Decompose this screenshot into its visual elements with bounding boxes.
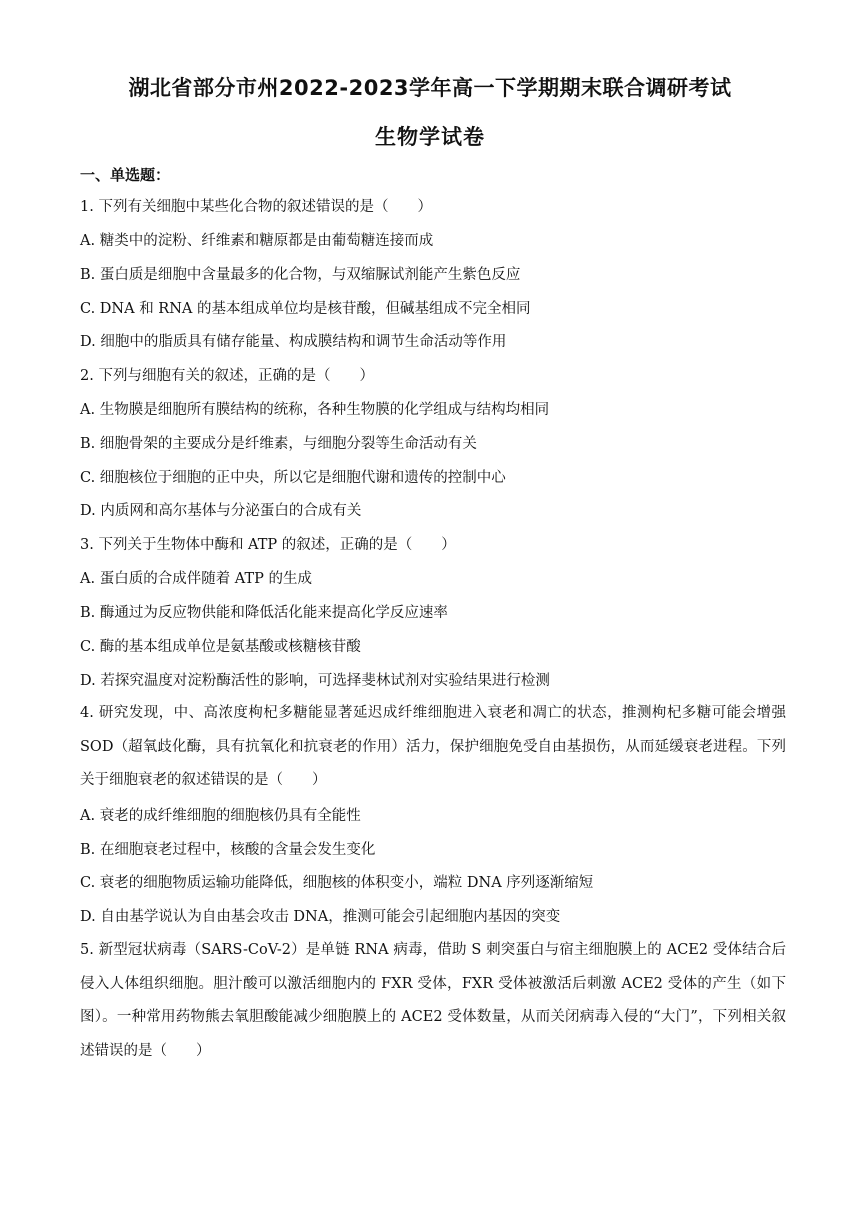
exam-title: 湖北省部分市州2022-2023学年高一下学期期末联合调研考试 bbox=[128, 76, 732, 100]
question-3-option-b: B. 酶通过为反应物供能和降低活化能来提高化学反应速率 bbox=[80, 605, 448, 621]
question-4-stem: 4. 研究发现，中、高浓度枸杞多糖能显著延迟成纤维细胞进入衰老和凋亡的状态，推测枸杞多糖可能会增强 SOD（超氧歧化酶，具有抗氧化和抗衰老的作用）活力，保护细胞免受自由基损伤，从而延缓衰老进程。下列关于细胞衰老的叙述错误的是（ ） bbox=[80, 705, 786, 789]
question-3-option-a: A. 蛋白质的合成伴随着 ATP 的生成 bbox=[80, 571, 313, 587]
question-5-stem: 5. 新型冠状病毒（SARS-CoV-2）是单链 RNA 病毒，借助 S 刺突蛋白与宿主细胞膜上的 ACE2 受体结合后侵入人体组织细胞。胆汁酸可以激活细胞内的 FXR 受体，FXR 受体被激活后刺激 ACE2 受体的产生（如下图）。一种常用药物熊去氧胆酸能减少细胞膜上的 ACE2 受体数量，从而关闭病毒入侵的“大门”，下列相关叙述错误的是（ ） bbox=[80, 942, 786, 1060]
question-4-option-c: C. 衰老的细胞物质运输功能降低，细胞核的体积变小，端粒 DNA 序列逐渐缩短 bbox=[80, 875, 594, 891]
section-heading: 一、单选题： bbox=[80, 166, 171, 184]
question-2-option-c: C. 细胞核位于细胞的正中央，所以它是细胞代谢和遗传的控制中心 bbox=[80, 470, 506, 486]
question-3-stem: 3. 下列关于生物体中酶和 ATP 的叙述，正确的是（ ） bbox=[80, 537, 456, 553]
exam-subtitle: 生物学试卷 bbox=[375, 125, 485, 149]
question-1-option-b: B. 蛋白质是细胞中含量最多的化合物，与双缩脲试剂能产生紫色反应 bbox=[80, 267, 521, 283]
question-1-stem: 1. 下列有关细胞中某些化合物的叙述错误的是（ ） bbox=[80, 199, 432, 215]
question-2-option-b: B. 细胞骨架的主要成分是纤维素，与细胞分裂等生命活动有关 bbox=[80, 436, 477, 452]
question-3-option-c: C. 酶的基本组成单位是氨基酸或核糖核苷酸 bbox=[80, 639, 361, 655]
question-2-option-a: A. 生物膜是细胞所有膜结构的统称，各种生物膜的化学组成与结构均相同 bbox=[80, 402, 550, 418]
question-2-stem: 2. 下列与细胞有关的叙述，正确的是（ ） bbox=[80, 368, 374, 384]
question-2-option-d: D. 内质网和高尔基体与分泌蛋白的合成有关 bbox=[80, 503, 362, 519]
question-1-option-d: D. 细胞中的脂质具有储存能量、构成膜结构和调节生命活动等作用 bbox=[80, 334, 507, 350]
question-4-option-b: B. 在细胞衰老过程中，核酸的含量会发生变化 bbox=[80, 842, 376, 858]
question-4-option-a: A. 衰老的成纤维细胞的细胞核仍具有全能性 bbox=[80, 808, 361, 824]
question-1-option-a: A. 糖类中的淀粉、纤维素和糖原都是由葡萄糖连接而成 bbox=[80, 233, 434, 249]
question-4-option-d: D. 自由基学说认为自由基会攻击 DNA，推测可能会引起细胞内基因的突变 bbox=[80, 909, 561, 925]
question-3-option-d: D. 若探究温度对淀粉酶活性的影响，可选择斐林试剂对实验结果进行检测 bbox=[80, 673, 550, 689]
question-1-option-c: C. DNA 和 RNA 的基本组成单位均是核苷酸，但碱基组成不完全相同 bbox=[80, 301, 531, 317]
